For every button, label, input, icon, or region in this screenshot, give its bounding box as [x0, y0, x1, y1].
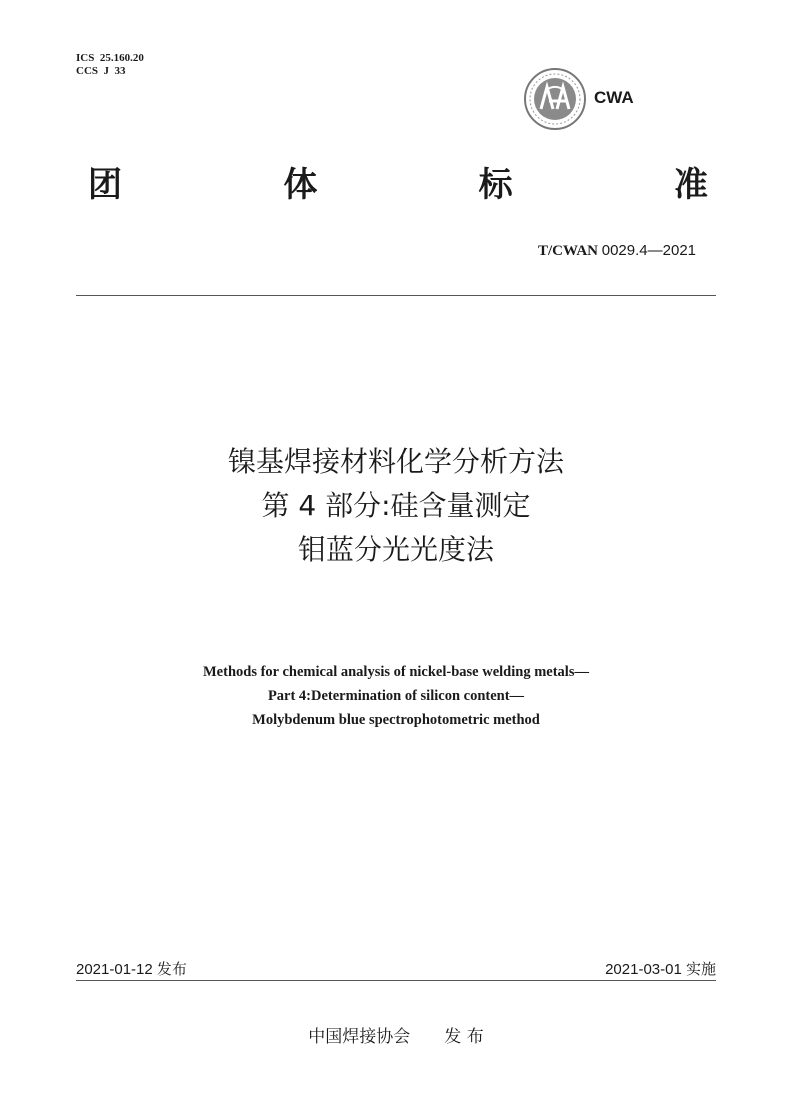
standard-prefix: T/CWAN	[537, 243, 602, 259]
chinese-title-line: 钼蓝分光光度法	[297, 533, 494, 566]
publisher-action: 发 布	[444, 1027, 484, 1047]
english-title-line: Part 4:Determination of silicon content—	[267, 688, 525, 704]
publisher-name: 中国焊接协会	[308, 1027, 411, 1047]
ccs-code: CCS J 33	[76, 65, 126, 77]
publisher	[0, 1022, 792, 1047]
english-title-line: Methods for chemical analysis of nickel-base welding metals—	[203, 664, 589, 680]
header-divider	[76, 295, 716, 296]
logo-abbr: CWA	[594, 88, 634, 107]
classification-codes	[76, 52, 144, 78]
standard-code: 0029.4—2021	[601, 242, 696, 259]
english-title	[0, 660, 792, 732]
standard-type	[88, 160, 708, 210]
implement-date	[605, 958, 716, 979]
chinese-title	[0, 440, 792, 572]
cwa-seal-icon	[523, 67, 587, 131]
chinese-title-line: 镍基焊接材料化学分析方法	[227, 445, 564, 478]
standard-type-char: 体	[283, 165, 318, 205]
standard-type-char: 准	[673, 165, 708, 205]
chinese-title-line: 第 4 部分:硅含量测定	[261, 489, 531, 522]
english-title-line: Molybdenum blue spectrophotometric method	[252, 712, 540, 728]
standard-type-char: 团	[88, 165, 122, 205]
ics-code: ICS 25.160.20	[76, 52, 144, 64]
implement-date-value: 2021-03-01	[605, 961, 682, 978]
standard-type-char: 标	[478, 165, 513, 205]
footer-divider	[76, 980, 716, 981]
issue-label: 发布	[156, 961, 187, 978]
issue-date	[76, 958, 187, 979]
standard-number	[538, 242, 696, 260]
issue-date-value: 2021-01-12	[76, 961, 153, 978]
implement-label: 实施	[685, 961, 716, 978]
